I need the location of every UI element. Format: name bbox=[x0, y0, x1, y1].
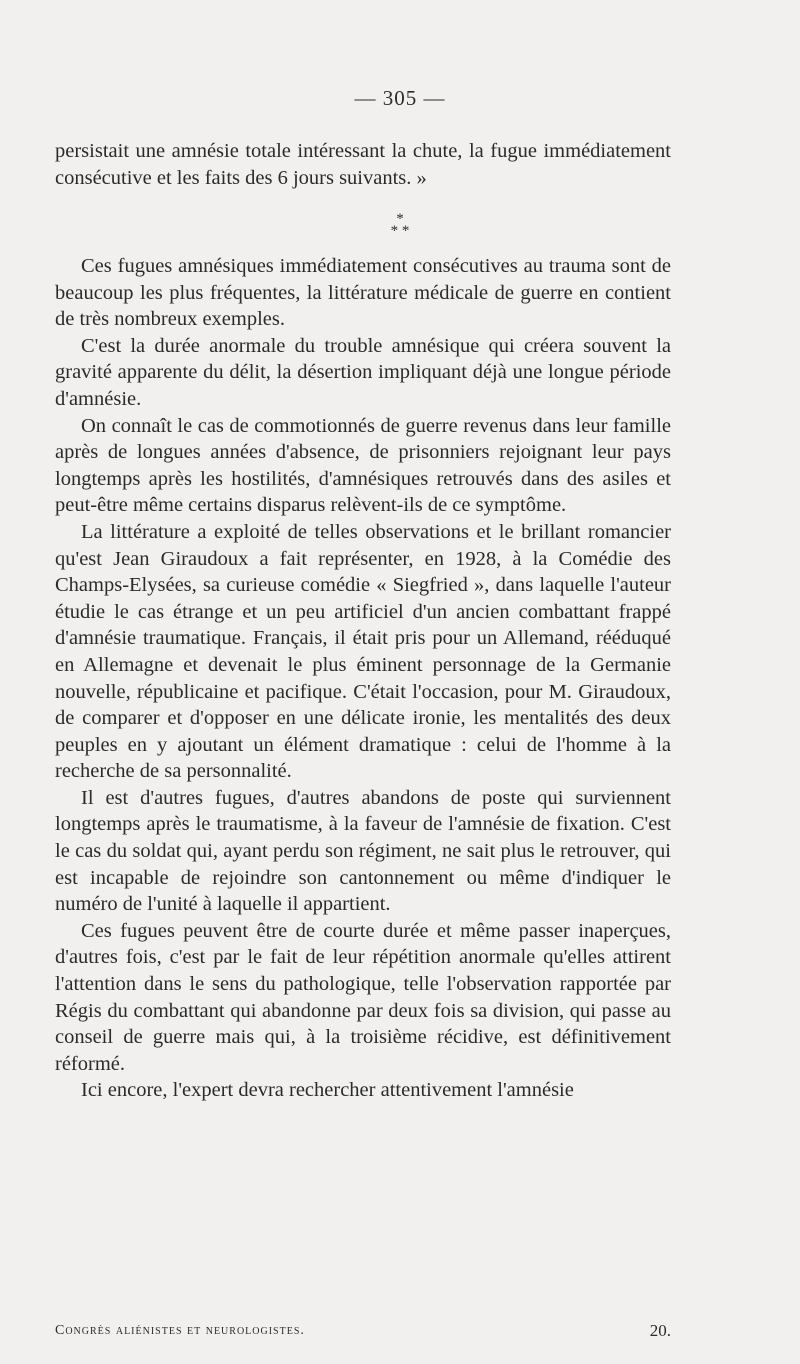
page-footer bbox=[55, 1323, 671, 1341]
opening-paragraph: persistait une amnésie totale intéressant la chute, la fugue immédiatement consécutive et les faits des 6 jours suivants. » bbox=[55, 140, 671, 189]
opening-text-block bbox=[55, 138, 671, 191]
paragraph: Ici encore, l'expert devra rechercher attentivement l'amnésie bbox=[81, 1079, 574, 1102]
paragraph: On connaît le cas de commotionnés de guerre revenus dans leur famille après de longues années d'absence, de prisonniers rejoignant leur pays longtemps après les hostilités, d'amnésiques retrouvés dans des asiles et peut-être même certains disparus relèvent-ils de ce symptôme. bbox=[55, 414, 671, 517]
paragraph: Il est d'autres fugues, d'autres abandons de poste qui surviennent longtemps après le traumatisme, à la faveur de l'amnésie de fixation. C'est le cas du soldat qui, ayant perdu son régiment, ne sait plus le retrouver, qui est incapable de rejoindre son cantonnement ou même d'indiquer le numéro de l'unité à laquelle il appartient. bbox=[55, 786, 671, 916]
paragraph: Ces fugues peuvent être de courte durée et même passer inaperçues, d'autres fois, c'est par le fait de leur répétition anormale qu'elles attirent l'attention dans le sens du pathologique, telle l'observation rapportée par Régis du combattant qui abandonne par deux fois sa division, qui passe au conseil de guerre mais qui, à la troisième récidive, est définitivement réformé. bbox=[55, 919, 671, 1075]
footer-sheet-number: 20. bbox=[649, 1321, 671, 1340]
paragraph: La littérature a exploité de telles observations et le brillant romancier qu'est Jean Giraudoux a fait représenter, en 1928, à la Comédie des Champs-Elysées, sa curieuse comédie « Siegfried », dans laquelle l'auteur étudie le cas étrange et un peu artificiel d'un ancien combattant frappé d'amnésie traumatique. Français, il était pris pour un Allemand, rééduqué en Allemagne et devenait le plus éminent personnage de la Germanie nouvelle, républicaine et pacifique. C'était l'occasion, pour M. Giraudoux, de comparer et d'opposer en une délicate ironie, les mentalités des deux peuples en y ajoutant un élément dramatique : celui de l'homme à la recherche de sa personnalité. bbox=[55, 520, 671, 783]
separator-top: * bbox=[396, 211, 404, 227]
section-separator bbox=[0, 213, 800, 237]
main-text-block bbox=[55, 253, 671, 1104]
footer-signature: Congrès aliénistes et neurologistes. bbox=[55, 1323, 305, 1338]
paragraph: C'est la durée anormale du trouble amnésique qui créera souvent la gravité apparente du délit, la désertion impliquant déjà une longue période d'amnésie. bbox=[55, 334, 671, 410]
separator-bottom: * * bbox=[390, 223, 410, 239]
page-number: — 305 — bbox=[354, 86, 446, 110]
paragraph: Ces fugues amnésiques immédiatement consécutives au trauma sont de beaucoup les plus fréquentes, la littérature médicale de guerre en contient de très nombreux exemples. bbox=[55, 255, 671, 331]
